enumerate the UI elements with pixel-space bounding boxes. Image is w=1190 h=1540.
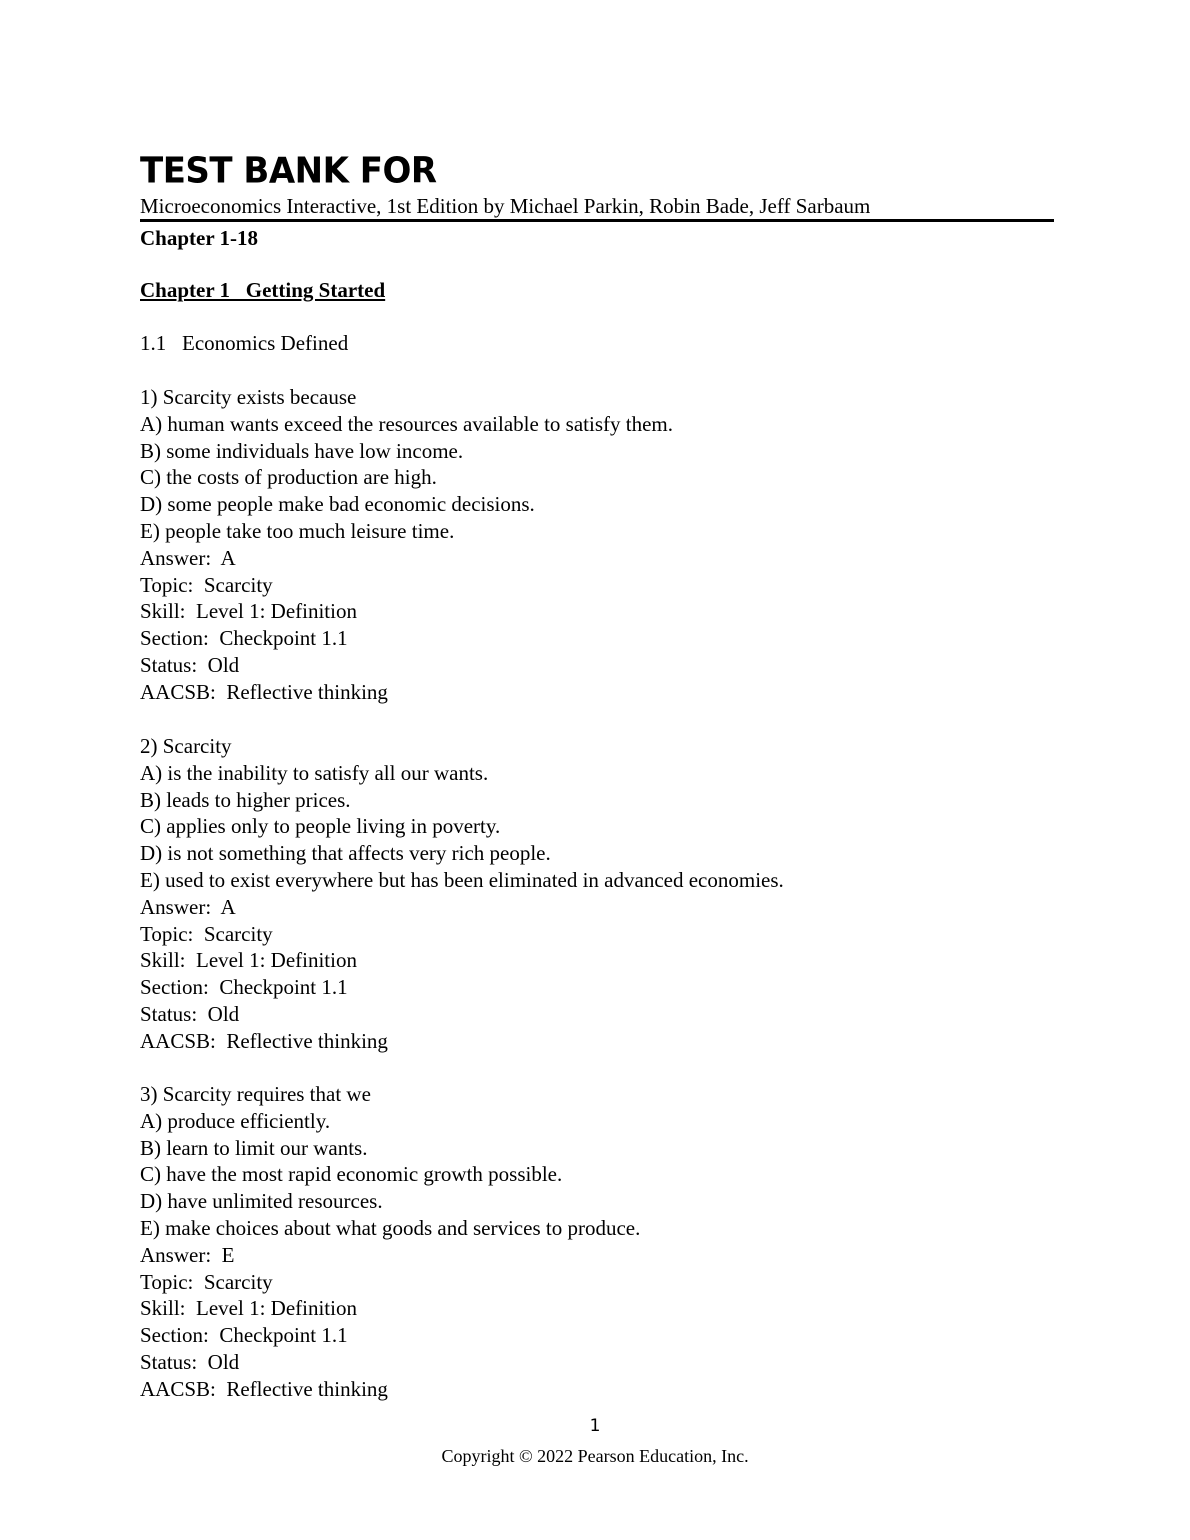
answer-line: Answer: A — [140, 894, 236, 919]
question-block-2 — [140, 733, 784, 1055]
option-a: A) human wants exceed the resources available to satisfy them. — [140, 411, 673, 436]
question-block-3 — [140, 1081, 640, 1403]
option-a: A) is the inability to satisfy all our wants. — [140, 760, 489, 785]
option-b: B) learn to limit our wants. — [140, 1135, 368, 1160]
question-block-1 — [140, 384, 673, 706]
option-e: E) make choices about what goods and services to produce. — [140, 1215, 641, 1240]
question-stem: 1) Scarcity exists because — [140, 385, 357, 409]
document-subtitle: Microeconomics Interactive, 1st Edition by Michael Parkin, Robin Bade, Jeff Sarbaum — [140, 194, 871, 218]
question-stem: 3) Scarcity requires that we — [140, 1082, 371, 1106]
topic-line: Topic: Scarcity — [140, 572, 273, 597]
question-stem: 2) Scarcity — [140, 734, 232, 758]
page-number: 1 — [589, 1416, 601, 1436]
option-e: E) used to exist everywhere but has been eliminated in advanced economies. — [140, 867, 784, 892]
option-b: B) leads to higher prices. — [140, 787, 351, 812]
option-e: E) people take too much leisure time. — [140, 518, 455, 543]
aacsb-line: AACSB: Reflective thinking — [140, 679, 388, 704]
header-rule — [140, 219, 1054, 222]
option-d: D) some people make bad economic decisions. — [140, 492, 535, 517]
copyright-notice: Copyright © 2022 Pearson Education, Inc. — [441, 1446, 749, 1466]
option-d: D) have unlimited resources. — [140, 1189, 383, 1214]
skill-line: Skill: Level 1: Definition — [140, 599, 357, 624]
chapter-range: Chapter 1-18 — [140, 226, 259, 250]
option-b: B) some individuals have low income. — [140, 438, 464, 463]
option-a: A) produce efficiently. — [140, 1108, 331, 1133]
topic-line: Topic: Scarcity — [140, 1269, 273, 1294]
status-line: Status: Old — [140, 1349, 240, 1374]
aacsb-line: AACSB: Reflective thinking — [140, 1028, 388, 1053]
section-line: Section: Checkpoint 1.1 — [140, 975, 348, 1000]
option-d: D) is not something that affects very rich people. — [140, 841, 551, 866]
option-c: C) have the most rapid economic growth possible. — [140, 1162, 563, 1187]
aacsb-line: AACSB: Reflective thinking — [140, 1376, 388, 1401]
document-title: TEST BANK FOR — [140, 150, 437, 193]
answer-line: Answer: A — [140, 545, 236, 570]
topic-line: Topic: Scarcity — [140, 921, 273, 946]
chapter-heading: Chapter 1 Getting Started — [140, 278, 386, 302]
status-line: Status: Old — [140, 1001, 240, 1026]
skill-line: Skill: Level 1: Definition — [140, 1296, 357, 1321]
option-c: C) applies only to people living in poverty. — [140, 814, 501, 839]
answer-line: Answer: E — [140, 1242, 235, 1267]
skill-line: Skill: Level 1: Definition — [140, 948, 357, 973]
section-line: Section: Checkpoint 1.1 — [140, 626, 348, 651]
option-c: C) the costs of production are high. — [140, 465, 437, 490]
status-line: Status: Old — [140, 652, 240, 677]
section-heading: 1.1 Economics Defined — [140, 331, 349, 355]
section-line: Section: Checkpoint 1.1 — [140, 1323, 348, 1348]
